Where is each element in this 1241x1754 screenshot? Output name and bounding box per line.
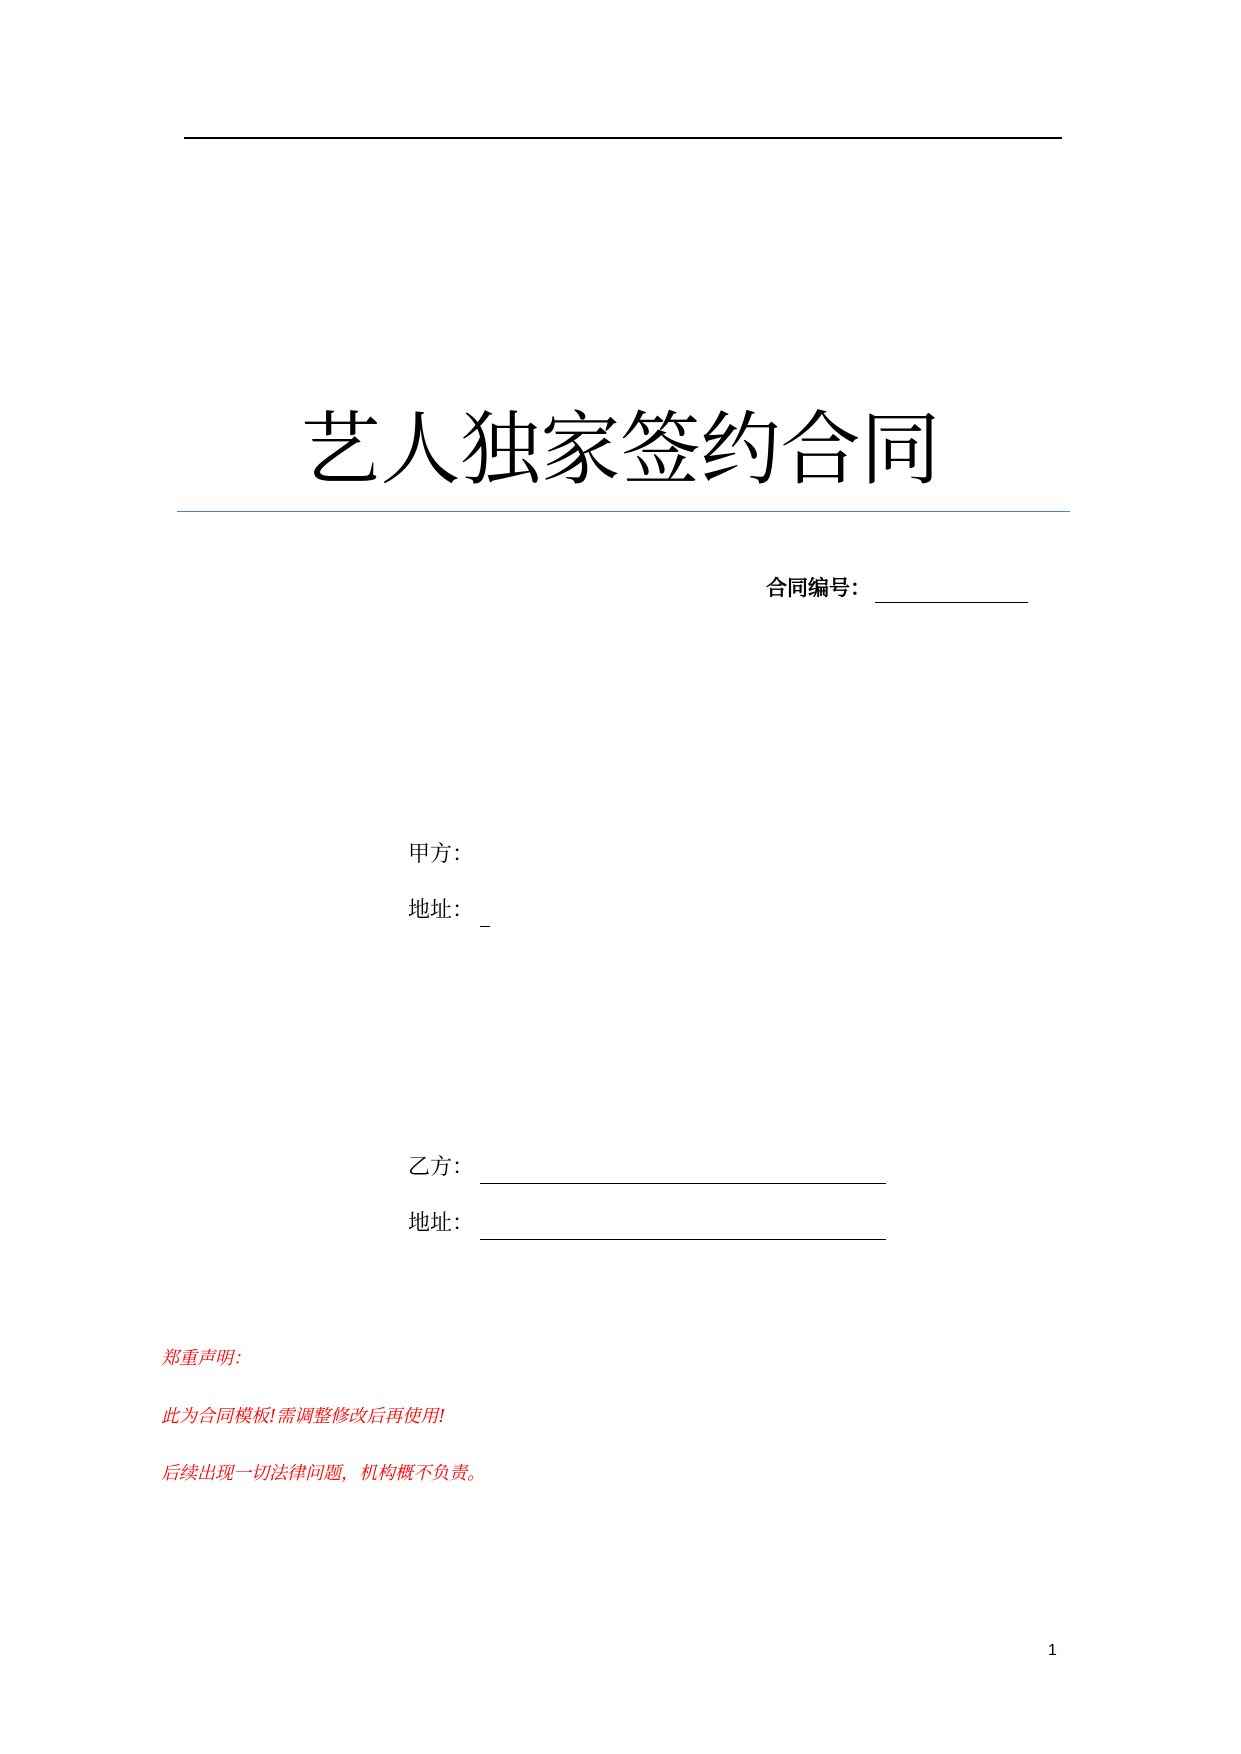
disclaimer-line-1: 此为合同模板!需调整修改后再使用! — [161, 1406, 446, 1427]
party-a-address-line — [408, 895, 490, 927]
party-a-line — [408, 839, 474, 871]
contract-number-field — [766, 573, 1028, 603]
contract-number-blank[interactable] — [875, 578, 1028, 603]
party-b-address-label: 地址： — [408, 1211, 475, 1236]
party-b-address-blank[interactable] — [480, 1215, 886, 1240]
disclaimer-line-2: 后续出现一切法律问题，机构概不负责。 — [161, 1463, 485, 1484]
title-underline — [177, 511, 1070, 512]
disclaimer-heading: 郑重声明： — [161, 1348, 251, 1369]
party-a-label: 甲方： — [408, 842, 475, 867]
document-title: 艺人独家签约合同 — [300, 403, 941, 496]
party-a-address-blank[interactable] — [480, 902, 490, 927]
party-a-address-label: 地址： — [408, 898, 475, 923]
header-rule — [184, 137, 1062, 139]
party-b-address-line — [408, 1208, 886, 1240]
party-b-line — [408, 1152, 886, 1184]
party-b-label: 乙方： — [408, 1155, 475, 1180]
contract-number-label: 合同编号： — [766, 576, 871, 600]
page-number: 1 — [1048, 1642, 1057, 1659]
party-b-blank[interactable] — [480, 1159, 886, 1184]
